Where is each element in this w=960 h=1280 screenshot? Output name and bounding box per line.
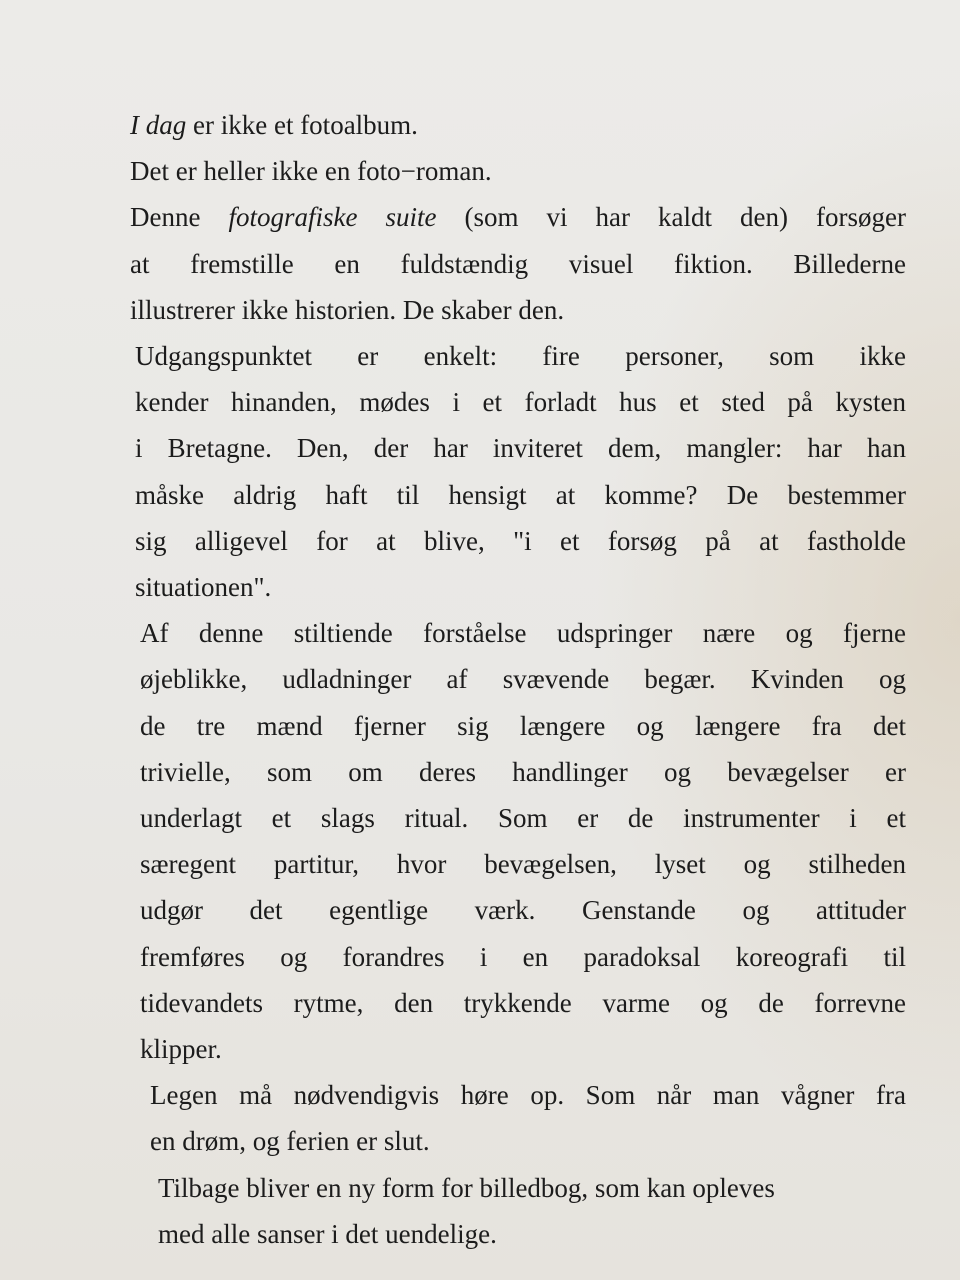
paragraph-line: klipper. (140, 1034, 222, 1065)
paragraph-line: i Bretagne. Den, der har inviteret dem, mangler: har han (135, 433, 906, 464)
paragraph-5 (130, 1165, 906, 1257)
intro-emphasis: I dag (130, 110, 187, 140)
paragraph-line: at fremstille en fuldstændig visuel fiktion. Billederne (130, 248, 906, 279)
para1-start: Denne (130, 202, 229, 233)
paragraph-line: kender hinanden, mødes i et forladt hus et sted på kysten (135, 387, 906, 418)
paragraph-line: særegent partitur, hvor bevægelsen, lyset og stilheden (140, 849, 906, 880)
para1-end: (som vi har kaldt den) forsøger (436, 202, 906, 233)
paragraph-line: med alle sanser i det uendelige. (158, 1218, 497, 1249)
paragraph-line: situationen". (135, 572, 272, 603)
paragraph-line: underlagt et slags ritual. Som er de instrumenter i et (140, 803, 906, 834)
paragraph-2 (130, 333, 906, 610)
paragraph-line: udgør det egentlige værk. Genstande og attituder (140, 895, 906, 926)
para1-emphasis: fotografiske suite (228, 202, 437, 233)
paragraph-1 (130, 194, 906, 333)
paragraph-3 (130, 610, 906, 1072)
paragraph-4 (130, 1072, 906, 1164)
paragraph-line: sig alligevel for at blive, "i et forsøg på at fastholde (135, 525, 906, 556)
paragraph-line: Legen må nødvendigvis høre op. Som når man vågner fra (150, 1080, 906, 1111)
paragraph-line: måske aldrig haft til hensigt at komme? De bestemmer (135, 479, 906, 510)
paragraph-line (130, 194, 906, 240)
second-line: Det er heller ikke en foto−roman. (130, 156, 492, 187)
paragraph-line: en drøm, og ferien er slut. (150, 1126, 430, 1157)
intro-line (130, 102, 906, 148)
paragraph-line: de tre mænd fjerner sig længere og længere fra det (140, 710, 906, 741)
body-text (130, 102, 906, 1257)
paragraph-line: fremføres og forandres i en paradoksal koreografi til (140, 941, 906, 972)
paragraph-line: tidevandets rytme, den trykkende varme og de forrevne (140, 987, 906, 1018)
paragraph-line: øjeblikke, udladninger af svævende begær. Kvinden og (140, 664, 906, 695)
paragraph-line: Udgangspunktet er enkelt: fire personer, som ikke (135, 341, 906, 372)
paragraph-line: illustrerer ikke historien. De skaber den. (130, 294, 565, 325)
paragraph-line: Af denne stiltiende forståelse udspringer nære og fjerne (140, 618, 906, 649)
paragraph-line: Tilbage bliver en ny form for billedbog, som kan opleves (158, 1172, 775, 1203)
paragraph-line: trivielle, som om deres handlinger og bevægelser er (140, 756, 906, 787)
intro-rest: er ikke et fotoalbum. (186, 110, 418, 140)
